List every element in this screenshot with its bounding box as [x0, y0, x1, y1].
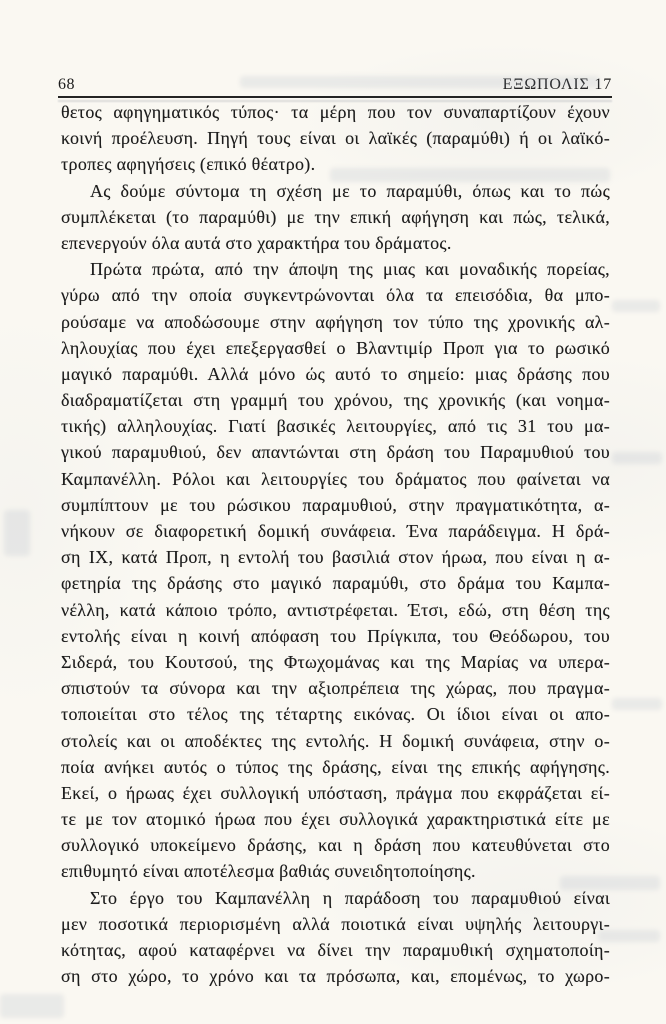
- text-line: τροπες αφηγήσεις (επικό θέατρο).: [61, 154, 316, 175]
- text-line: εντολής είναι η κοινή απόφαση του Πρίγκιπα, του Θεόδωρου, του: [61, 625, 610, 646]
- paragraph: [61, 885, 610, 990]
- text-line: νήκουν σε διαφορετική δομική συνάφεια. Ένα παράδειγμα. Η δρά-: [61, 521, 610, 541]
- paragraph: [61, 99, 610, 178]
- text-line: φετηρία της δράσης στο μαγικό παραμύθι, στο δράμα του Καμπα-: [61, 573, 610, 594]
- text-line: ση IX, κατά Προπ, η εντολή του βασιλιά στον ήρωα, που είναι η α-: [61, 547, 610, 568]
- text-line: ληλουχίας που έχει επεξεργασθεί ο Βλαντιμίρ Προπ για το ρωσικό: [61, 337, 610, 358]
- text-line: ση στο χώρο, το χρόνο και τα πρόσωπα, και, επομένως, το χωρο-: [61, 966, 610, 987]
- paragraph: [61, 178, 610, 257]
- text-line: συμπίπτουν με του ρώσικου παραμυθιού, στην πραγματικότητα, α-: [61, 494, 610, 515]
- text-line: επιθυμητό είναι αποτέλεσμα βαθιάς συνειδητοποίησης.: [61, 861, 476, 882]
- text-line: Ας δούμε σύντομα τη σχέση με το παραμύθι, όπως και το πώς: [90, 180, 610, 201]
- scan-artifact: [4, 510, 30, 556]
- text-line: γικού παραμυθιού, δεν απαντώνται στη δράση του Παραμυθιού του: [61, 442, 610, 463]
- text-line: σπιστούν τα σύνορα και την αξιοπρέπεια της χώρας, που πραγμα-: [61, 678, 610, 699]
- text-line: Στο έργο του Καμπανέλλη η παράδοση του παραμυθιού είναι: [90, 887, 610, 908]
- text-line: συμπλέκεται (το παραμύθι) με την επική αφήγηση και πώς, τελικά,: [61, 206, 610, 227]
- text-line: κοινή προέλευση. Πηγή τους είναι οι λαϊκές (παραμύθι) ή οι λαϊκό-: [61, 128, 610, 149]
- text-line: τικής) αλληλουχίας. Γιατί βασικές λειτουργίες, από τις 31 του μα-: [61, 416, 610, 437]
- page-header: [58, 70, 612, 98]
- text-line: τοποιείται στο τέλος της τέταρτης εικόνας. Οι ίδιοι είναι οι απο-: [61, 704, 610, 725]
- text-line: μαγικό παραμύθι. Αλλά μόνο ώς αυτό το σημείο: μιας δράσης που: [61, 363, 610, 384]
- body-text: [61, 99, 610, 989]
- text-line: κότητας, αφού καταφέρνει να δίνει την παραμυθική σχηματοποίη-: [61, 940, 610, 960]
- text-line: επενεργούν όλα αυτά στο χαρακτήρα του δράματος.: [61, 232, 452, 253]
- scan-artifact: [0, 994, 64, 1018]
- text-line: Καμπανέλλη. Ρόλοι και λειτουργίες του δράματος που φαίνεται να: [61, 468, 610, 489]
- text-line: ποία ανήκει αυτός ο τύπος της δράσης, είναι της επικής αφήγησης.: [61, 756, 610, 777]
- scan-artifact: [612, 300, 660, 312]
- text-line: Σιδερά, του Κουτσού, της Φτωχομάνας και της Μαρίας να υπερα-: [61, 651, 610, 672]
- page-number: 68: [58, 76, 75, 93]
- scan-artifact: [612, 698, 662, 710]
- text-line: μεν ποσοτικά περιορισμένη αλλά ποιοτικά είναι υψηλής λειτουργι-: [61, 913, 610, 934]
- journal-title: ΕΞΩΠΟΛΙΣ 17: [502, 76, 612, 93]
- text-line: Πρώτα πρώτα, από την άποψη της μιας και μοναδικής πορείας,: [90, 259, 610, 280]
- text-line: διαδραματίζεται στη γραμμή του χρόνου, της χρονικής (και νοημα-: [61, 390, 610, 411]
- text-line: ρούσαμε να αποδώσουμε στην αφήγηση τον τύπο της χρονικής αλ-: [61, 311, 610, 332]
- text-line: νέλλη, κατά κάποιο τρόπο, αντιστρέφεται. Έτσι, εδώ, στη θέση της: [61, 599, 610, 620]
- text-line: θετος αφηγηματικός τύπος· τα μέρη που τον συναπαρτίζουν έχουν: [61, 102, 610, 122]
- scan-artifact: [612, 452, 662, 464]
- paragraph: [61, 256, 610, 885]
- text-line: συλλογικό υποκείμενο δράσης, και η δράση που κατευθύνεται στο: [61, 835, 610, 856]
- text-line: γύρω από την οποία συγκεντρώνονται όλα τα επεισόδια, θα μπο-: [61, 285, 610, 306]
- text-line: τε με τον ατομικό ήρωα που έχει συλλογικά χαρακτηριστικά είτε με: [61, 809, 610, 830]
- text-line: Εκεί, ο ήρωας έχει συλλογική υπόσταση, πράγμα που εκφράζεται εί-: [61, 782, 610, 803]
- text-line: στολείς και οι αποδέκτες της εντολής. Η δομική συνάφεια, στην ο-: [61, 730, 610, 751]
